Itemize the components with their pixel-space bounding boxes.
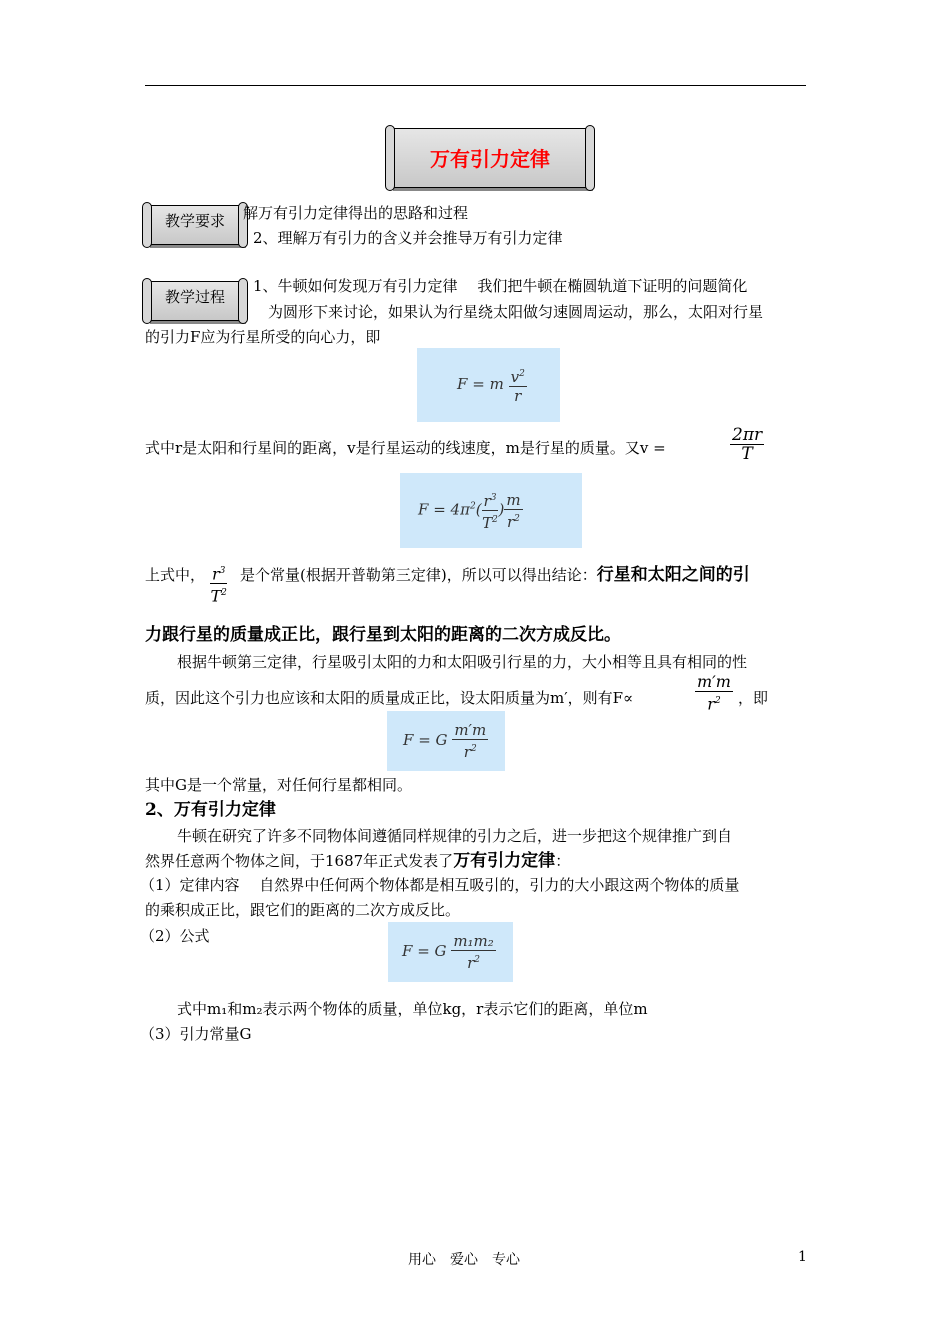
section-2-heading: 2、万有引力定律 (145, 800, 276, 820)
conclusion-num-sup: 3 (219, 566, 226, 576)
formula-centripetal (417, 348, 560, 422)
conclusion-num: r (212, 564, 220, 584)
third-law-tail: ，即 (738, 689, 769, 707)
formula-kepler: $F = 4\pi^2$( $\frac{r^3}{T^2}$ ) $\frac{m}{r^2}$ (400, 473, 582, 548)
formula1-num-sup: 2 (519, 369, 525, 379)
conclusion-fraction (210, 562, 227, 606)
velocity-num: 2πr (732, 425, 763, 445)
third-law-fraction (695, 673, 733, 713)
third-law-num: m′m (697, 672, 731, 691)
process-line-1: 1、牛顿如何发现万有引力定律 我们把牛顿在椭圆轨道下证明的问题简化 (253, 277, 748, 295)
section-2-line-2 (145, 851, 570, 871)
requirements-label: 教学要求 (164, 212, 225, 230)
formula3-num: m′m (454, 721, 487, 739)
formula2-mid: = 4π (433, 500, 470, 519)
law-content-line-2: 的乘积成正比，跟它们的距离的二次方成反比。 (145, 901, 461, 919)
section-2-line-1: 牛顿在研究了许多不同物体间遵循同样规律的引力之后，进一步把这个规律推广到自 (177, 827, 733, 845)
formula3-lhs: F (403, 731, 414, 749)
units-line: 式中m₁和m₂表示两个物体的质量，单位kg，r表示它们的距离，单位m (177, 1000, 648, 1018)
formula3-den-sup: 2 (470, 744, 477, 754)
formula2-sup: 2 (469, 501, 476, 512)
formula4-den-sup: 2 (474, 955, 480, 965)
formula4-num: m₁m₂ (453, 932, 494, 950)
third-law-den-sup: 2 (714, 696, 721, 706)
formula2-d1: T (482, 514, 493, 532)
formula2-n2: m (506, 490, 521, 509)
third-law-line-1: 根据牛顿第三定律，行星吸引太阳的力和太阳吸引行星的力，大小相等且具有相同的性 (177, 653, 748, 671)
conclusion-prefix: 上式中， (145, 566, 206, 584)
formula2-d2-sup: 2 (514, 513, 520, 524)
formula1-lhs: F (457, 375, 468, 393)
formula3-eq: = G (418, 731, 448, 749)
formula2-n1-sup: 3 (490, 493, 497, 503)
formula2-n1: r (483, 492, 491, 510)
formula1-coef: m (489, 375, 504, 393)
formula-label: （2）公式 (140, 927, 210, 945)
requirements-label-scroll (147, 205, 243, 245)
conclusion-middle-text: 是个常量(根据开普勒第三定律)，所以可以得出结论： (240, 566, 597, 584)
formula4-den: r (467, 954, 475, 972)
law-content-line-1: （1）定律内容 自然界中任何两个物体都是相互吸引的，引力的大小跟这两个物体的质量 (140, 876, 740, 894)
third-law-line-2: 质，因此这个引力也应该和太阳的质量成正比，设太阳质量为m′，则有F∝ (145, 689, 634, 707)
formula2-d1-sup: 2 (492, 515, 498, 525)
third-law-den: r (707, 694, 715, 714)
conclusion-middle (240, 565, 750, 585)
formula-universal-gravitation (388, 922, 513, 982)
section-2-line-2-suffix: ： (555, 852, 571, 870)
velocity-fraction (730, 426, 764, 463)
conclusion-bold-2: 力跟行星的质量成正比，跟行星到太阳的距离的二次方成反比。 (145, 625, 621, 645)
title-scroll (390, 128, 590, 188)
formula3-den: r (463, 743, 471, 761)
formula4-eq: = G (417, 942, 447, 960)
formula1-den: r (514, 387, 522, 405)
process-label-scroll (147, 281, 243, 321)
page-title: 万有引力定律 (430, 147, 550, 171)
formula1-eq: = (472, 375, 485, 393)
g-constant-line: 其中G是一个常量，对任何行星都相同。 (145, 776, 412, 794)
velocity-den: T (741, 444, 753, 464)
section-2-line-2-prefix: 然界任意两个物体之间，于1687年正式发表了 (145, 852, 454, 870)
conclusion-bold-1: 行星和太阳之间的引 (596, 565, 750, 585)
requirement-line-1: 解万有引力定律得出的思路和过程 (243, 204, 469, 222)
formula4-lhs: F (402, 942, 413, 960)
formula2-lhs: F (418, 500, 429, 519)
page-number: 1 (798, 1249, 807, 1265)
formula-gravitation-sun (387, 711, 505, 771)
gravity-constant-label: （3）引力常量G (140, 1025, 252, 1043)
process-label: 教学过程 (164, 288, 225, 306)
footer-motto: 用心 爱心 专心 (408, 1252, 520, 1268)
formula1-num: v (510, 368, 520, 386)
requirement-line-2: 2、理解万有引力的含义并会推导万有引力定律 (253, 229, 563, 247)
process-line-3: 的引力F应为行星所受的向心力，即 (145, 328, 381, 346)
conclusion-den-sup: 2 (221, 588, 227, 599)
section-2-line-2-bold: 万有引力定律 (453, 851, 556, 871)
velocity-paragraph: 式中r是太阳和行星间的距离，v是行星运动的线速度，m是行星的质量。又v = (145, 439, 666, 457)
process-line-2: 为圆形下来讨论，如果认为行星绕太阳做匀速圆周运动，那么，太阳对行星 (268, 303, 764, 321)
conclusion-den: T (210, 586, 222, 606)
formula2-d2: r (506, 512, 515, 531)
header-rule (145, 85, 806, 86)
